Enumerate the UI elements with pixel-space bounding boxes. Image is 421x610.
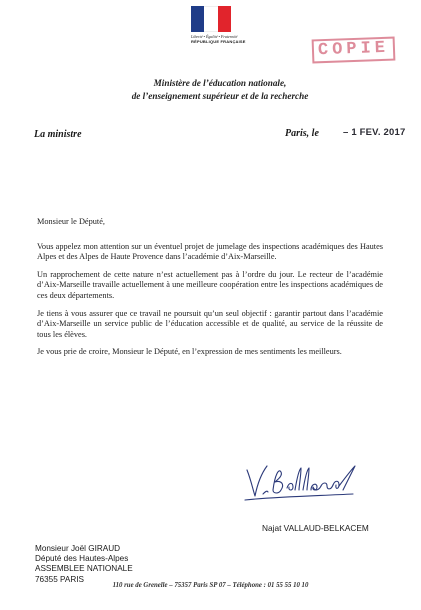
paragraph-2: Un rapprochement de cette nature n’est actuellement pas à l’ordre du jour. Le recteur de l’académie d’Aix-Marseille travaille actuellement à une meilleure coopération entre les inspections académiques de ces deux départements. xyxy=(37,269,383,300)
republic-motto: Liberté • Égalité • Fraternité xyxy=(191,34,238,39)
handwritten-signature xyxy=(241,460,359,502)
recipient-line-1: Monsieur Joël GIRAUD xyxy=(35,544,121,553)
salutation: Monsieur le Député, xyxy=(37,217,105,226)
recipient-line-2: Député des Hautes-Alpes xyxy=(35,554,129,564)
republique-francaise-logo xyxy=(191,6,246,44)
recipient-address xyxy=(35,544,133,585)
recipient-line-4: 76355 PARIS xyxy=(35,574,85,584)
ministry-footer-address: 110 rue de Grenelle – 75357 Paris SP 07 – Téléphone : 01 55 55 10 10 xyxy=(112,582,309,589)
ministry-line-2: de l’enseignement supérieur et de la recherche xyxy=(131,91,309,101)
date-stamp: – 1 FEV. 2017 xyxy=(343,127,406,138)
letter-body xyxy=(37,217,383,365)
paragraph-3: Je tiens à vous assurer que ce travail ne poursuit qu’un seul objectif : garantir partout dans l’académie d’Aix-Marseille un service public de l’éducation accessible et de qualité, au service de la réussite de tous les élèves. xyxy=(37,308,383,339)
paragraph-4: Je vous prie de croire, Monsieur le Député, en l’expression de mes sentiments les meilleurs. xyxy=(37,347,342,357)
place-label: Paris, le xyxy=(285,128,319,139)
marianne-flag-icon xyxy=(191,6,231,32)
republic-name: RÉPUBLIQUE FRANÇAISE xyxy=(191,39,246,44)
minister-title: La ministre xyxy=(34,129,82,140)
ministry-heading xyxy=(100,77,340,103)
signer-name: Najat VALLAUD-BELKACEM xyxy=(262,523,369,533)
copy-stamp: COPIE xyxy=(312,37,396,64)
paragraph-1: Vous appelez mon attention sur un éventuel projet de jumelage des inspections académiques des Hautes Alpes et des Alpes de Haute Provence dans l’académie d’Aix-Marseille. xyxy=(37,241,383,262)
recipient-line-3: ASSEMBLEE NATIONALE xyxy=(35,564,133,574)
ministry-line-1: Ministère de l’éducation nationale, xyxy=(153,78,287,88)
